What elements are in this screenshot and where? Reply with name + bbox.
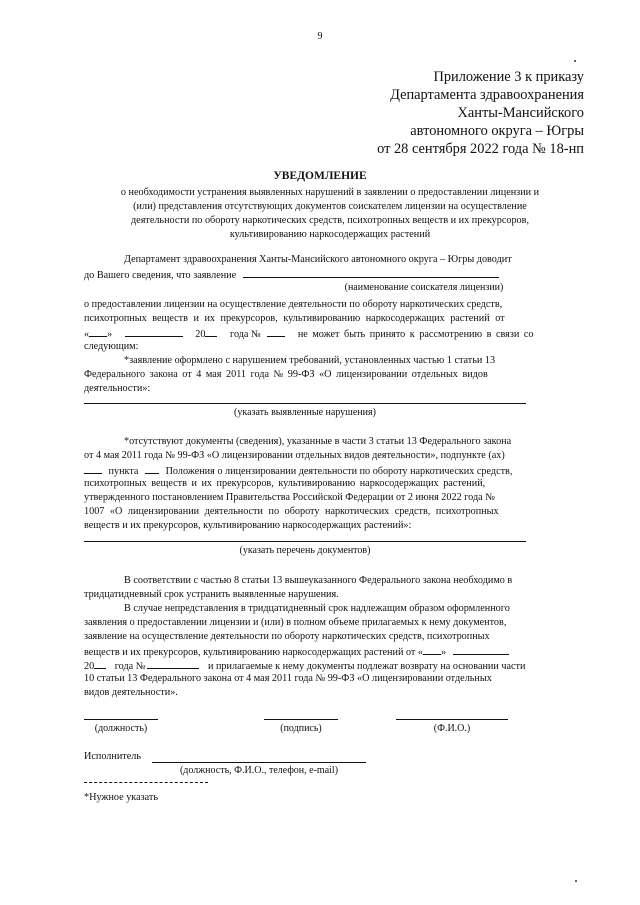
intro-date-line xyxy=(84,326,580,340)
year-prefix: 20 xyxy=(84,661,95,672)
appendix-header xyxy=(377,68,584,158)
day-blank xyxy=(89,326,107,337)
position-label: (должность) xyxy=(94,723,148,734)
violation-line: *заявление оформлено с нарушением требований, установленных частью 1 статьи 13 xyxy=(124,355,496,366)
missing-docs-line: 1007 «О лицензировании деятельности по обороту наркотических средств, психотропных xyxy=(84,506,499,517)
subtitle-line: о необходимости устранения выявленных нарушений в заявлении о предоставлении лицензии и xyxy=(120,187,540,198)
year-blank xyxy=(205,326,217,337)
name-label: (Ф.И.О.) xyxy=(433,723,471,734)
document-subtitle xyxy=(90,186,570,242)
subtitle-line: деятельности по обороту наркотических средств, психотропных веществ и их прекурсоров, xyxy=(130,215,529,226)
consequence-line: В случае непредставления в тридцатидневный срок надлежащим образом оформленного xyxy=(124,603,510,614)
signature-label: (подпись) xyxy=(280,723,322,734)
missing-docs-paragraph xyxy=(84,435,580,533)
intro-line: о предоставлении лицензии на осуществление деятельности по обороту наркотических средств, xyxy=(84,299,503,310)
quote-close: » xyxy=(107,329,113,340)
intro-paragraph xyxy=(84,253,580,281)
missing-docs-line: утвержденного постановлением Правительства Российской Федерации от 2 июня 2022 года № xyxy=(84,492,495,503)
consequence-paragraph xyxy=(84,574,580,700)
scan-speck xyxy=(575,880,577,882)
subpoint-blank xyxy=(84,463,102,474)
appendix-line: Департамента здравоохранения xyxy=(390,87,584,103)
violation-paragraph xyxy=(84,354,580,396)
consequence-date-line xyxy=(84,644,580,658)
consequence-line: заявление на осуществление деятельности по обороту наркотических средств, психотропных xyxy=(84,631,490,642)
footnote-separator xyxy=(84,782,208,783)
missing-docs-text: Положения о лицензировании деятельности по обороту наркотических средств, xyxy=(165,466,513,477)
footnote: *Нужное указать xyxy=(84,792,158,803)
missing-docs-line xyxy=(84,463,580,477)
page-number: 9 xyxy=(317,31,323,42)
number-label: года № xyxy=(230,329,261,340)
consequence-line xyxy=(84,658,580,672)
year-prefix: 20 xyxy=(195,329,206,340)
missing-docs-line: психотропных веществ и их прекурсоров, культивированию наркосодержащих растений, xyxy=(84,478,486,489)
executor-hint: (должность, Ф.И.О., телефон, e-mail) xyxy=(179,765,339,776)
month-blank xyxy=(125,326,183,337)
executor-blank-line xyxy=(152,762,366,763)
appendix-line: Ханты-Мансийского xyxy=(457,105,584,121)
missing-docs-line: от 4 мая 2011 года № 99-ФЗ «О лицензировании отдельных видов деятельности», подпункте (ах) xyxy=(84,450,505,461)
appendix-line: Приложение 3 к приказу xyxy=(433,69,584,85)
name-signature-line xyxy=(396,719,508,720)
quote-close: » xyxy=(441,647,447,658)
appendix-line: от 28 сентября 2022 года № 18-нп xyxy=(377,141,584,157)
position-signature-line xyxy=(84,719,158,720)
intro-line-text: до Вашего сведения, что заявление xyxy=(84,270,237,281)
number-label: года № xyxy=(114,661,146,672)
consequence-line: В соответствии с частью 8 статьи 13 вышеуказанного Федерального закона необходимо в xyxy=(124,575,513,586)
signature-line xyxy=(264,719,338,720)
intro-line-text: не может быть принято к рассмотрению в связи со xyxy=(297,329,534,340)
consequence-line: тридцатидневный срок устранить выявленные нарушения. xyxy=(84,589,339,600)
intro-paragraph-cont xyxy=(84,298,580,354)
point-blank xyxy=(145,463,159,474)
scan-speck xyxy=(574,60,576,62)
intro-line: психотропных веществ и их прекурсоров, культивированию наркосодержащих растений от xyxy=(84,313,505,324)
intro-line: Департамент здравоохранения Ханты-Мансийского автономного округа – Югры доводит xyxy=(124,254,512,265)
number-blank xyxy=(267,326,285,337)
executor-label: Исполнитель xyxy=(84,751,141,762)
point-label: пункта xyxy=(108,466,139,477)
consequence-text: веществ и их прекурсоров, культивированию наркосодержащих растений от « xyxy=(84,647,424,658)
document-title: УВЕДОМЛЕНИЕ xyxy=(273,170,367,182)
day-blank xyxy=(423,644,441,655)
missing-docs-line: *отсутствуют документы (сведения), указанные в части 3 статьи 13 Федерального закона xyxy=(124,436,512,447)
applicant-hint: (наименование соискателя лицензии) xyxy=(344,282,504,293)
missing-docs-hint: (указать перечень документов) xyxy=(239,545,371,556)
intro-line: следующим: xyxy=(84,341,139,352)
applicant-blank xyxy=(243,267,499,278)
violation-line: Федерального закона от 4 мая 2011 года № 99-ФЗ «О лицензировании отдельных видов xyxy=(84,369,488,380)
consequence-line: заявления о предоставлении лицензии и (или) в полном объеме прилагаемых к нему документов, xyxy=(84,617,507,628)
missing-docs-line: веществ и их прекурсоров, культивированию наркосодержащих растений»: xyxy=(84,520,412,531)
quote-open: « xyxy=(84,329,90,340)
violation-blank-line xyxy=(84,403,526,404)
subtitle-line: (или) представления отсутствующих документов соискателем лицензии на осуществление xyxy=(133,201,527,212)
year-blank xyxy=(94,658,106,669)
number-blank xyxy=(147,658,199,669)
consequence-text: и прилагаемые к нему документы подлежат возврату на основании части xyxy=(207,661,526,672)
subtitle-line: культивированию наркосодержащих растений xyxy=(229,229,431,240)
consequence-line: видов деятельности». xyxy=(84,687,178,698)
appendix-line: автономного округа – Югры xyxy=(410,123,584,139)
missing-docs-blank-line xyxy=(84,541,526,542)
violation-hint: (указать выявленные нарушения) xyxy=(234,407,376,418)
month-blank xyxy=(453,644,509,655)
intro-line xyxy=(84,267,580,281)
violation-line: деятельности»: xyxy=(84,383,151,394)
consequence-line: 10 статьи 13 Федерального закона от 4 мая 2011 года № 99-ФЗ «О лицензировании отдельных xyxy=(84,673,492,684)
